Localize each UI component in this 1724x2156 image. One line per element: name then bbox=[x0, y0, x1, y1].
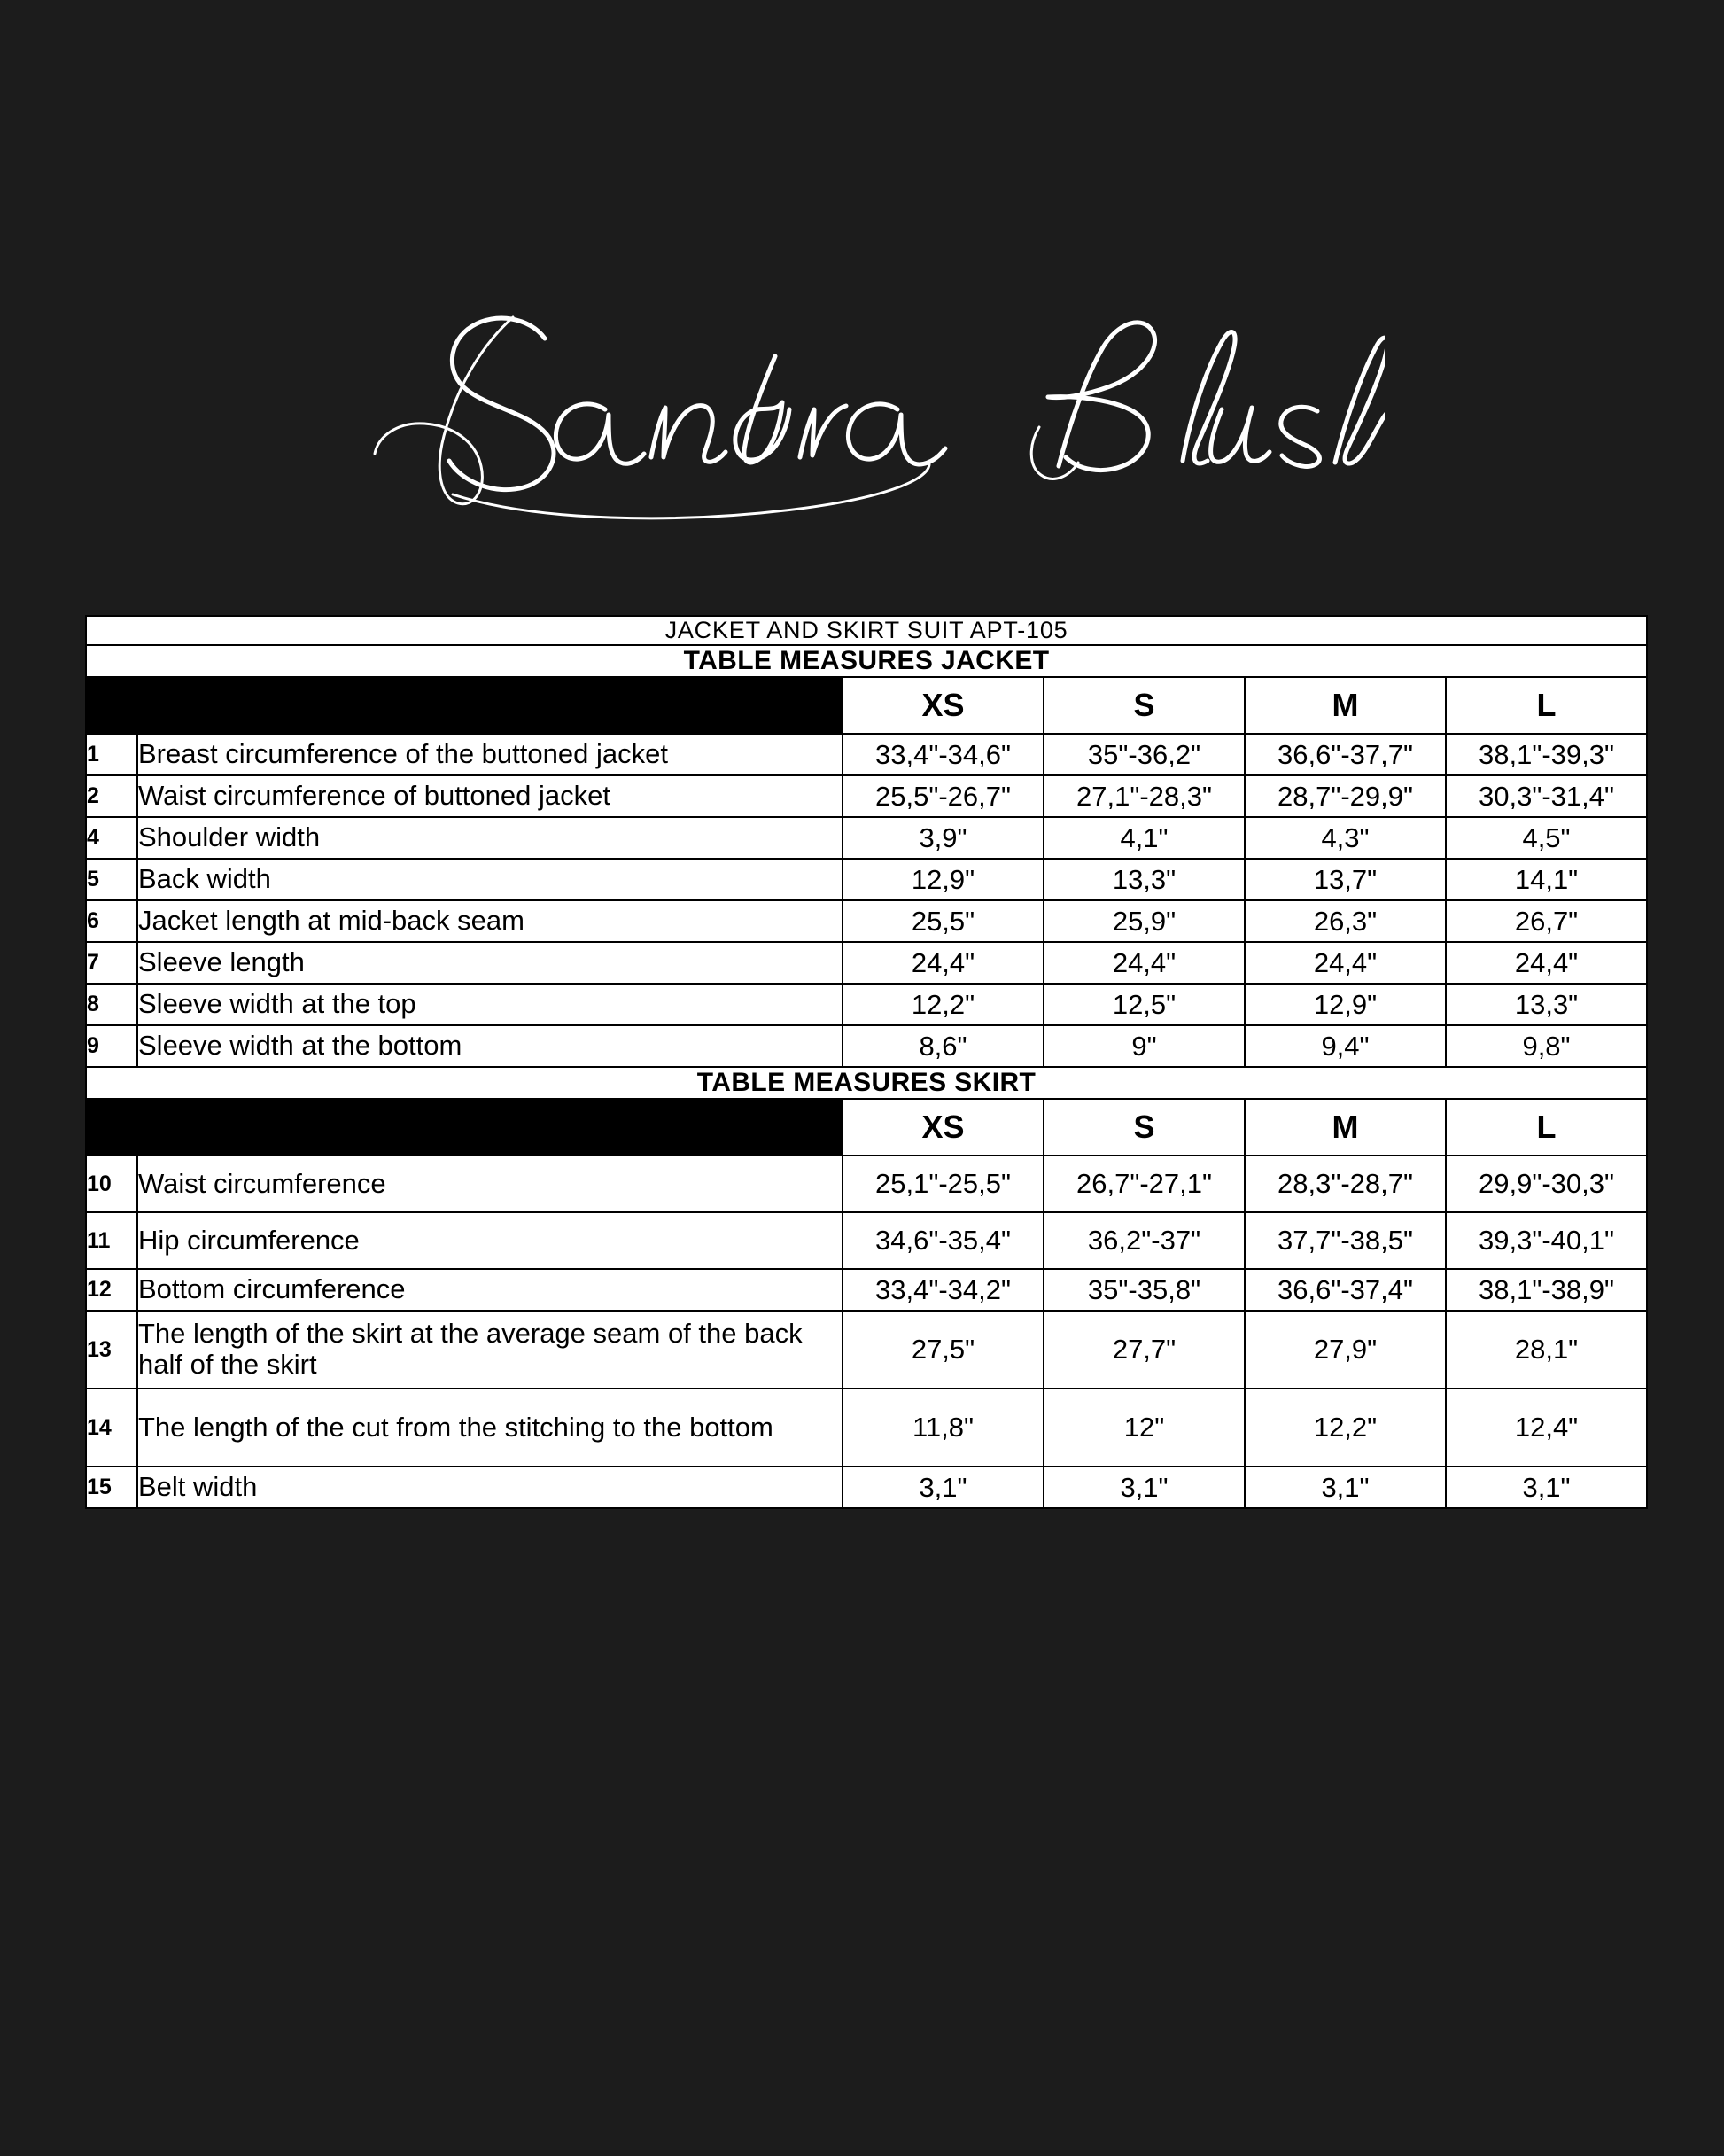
row-value-l: 24,4" bbox=[1446, 942, 1647, 984]
row-value-m: 28,3"-28,7" bbox=[1245, 1156, 1446, 1212]
row-number: 10 bbox=[86, 1156, 137, 1212]
row-value-m: 3,1" bbox=[1245, 1467, 1446, 1508]
row-value-m: 4,3" bbox=[1245, 817, 1446, 859]
row-value-xs: 24,4" bbox=[843, 942, 1044, 984]
row-description: Waist circumference of buttoned jacket bbox=[137, 775, 843, 817]
row-number: 4 bbox=[86, 817, 137, 859]
size-col-l: L bbox=[1446, 1099, 1647, 1156]
section-heading-label: TABLE MEASURES SKIRT bbox=[86, 1067, 1647, 1099]
row-description: Back width bbox=[137, 859, 843, 900]
header-spacer-num bbox=[86, 677, 137, 734]
size-col-xs: XS bbox=[843, 677, 1044, 734]
table-row bbox=[86, 1389, 1647, 1467]
row-value-m: 12,2" bbox=[1245, 1389, 1446, 1467]
row-number: 7 bbox=[86, 942, 137, 984]
row-value-m: 24,4" bbox=[1245, 942, 1446, 984]
size-header-jacket bbox=[86, 677, 1647, 734]
row-description: Breast circumference of the buttoned jacket bbox=[137, 734, 843, 775]
row-value-xs: 12,9" bbox=[843, 859, 1044, 900]
size-col-l: L bbox=[1446, 677, 1647, 734]
row-description: Sleeve width at the bottom bbox=[137, 1025, 843, 1067]
row-value-s: 9" bbox=[1044, 1025, 1245, 1067]
row-value-m: 36,6"-37,7" bbox=[1245, 734, 1446, 775]
row-value-s: 12,5" bbox=[1044, 984, 1245, 1025]
row-value-l: 38,1"-39,3" bbox=[1446, 734, 1647, 775]
table-row bbox=[86, 1269, 1647, 1311]
row-description: Waist circumference bbox=[137, 1156, 843, 1212]
row-value-m: 27,9" bbox=[1245, 1311, 1446, 1389]
row-value-s: 12" bbox=[1044, 1389, 1245, 1467]
table-row bbox=[86, 817, 1647, 859]
row-value-xs: 34,6"-35,4" bbox=[843, 1212, 1044, 1269]
size-col-m: M bbox=[1245, 677, 1446, 734]
row-description: Bottom circumference bbox=[137, 1269, 843, 1311]
table-row bbox=[86, 775, 1647, 817]
row-value-s: 26,7"-27,1" bbox=[1044, 1156, 1245, 1212]
row-description: Jacket length at mid-back seam bbox=[137, 900, 843, 942]
row-value-xs: 33,4"-34,6" bbox=[843, 734, 1044, 775]
row-value-s: 36,2"-37" bbox=[1044, 1212, 1245, 1269]
row-value-xs: 11,8" bbox=[843, 1389, 1044, 1467]
row-value-l: 30,3"-31,4" bbox=[1446, 775, 1647, 817]
row-number: 2 bbox=[86, 775, 137, 817]
row-value-s: 3,1" bbox=[1044, 1467, 1245, 1508]
row-value-s: 27,1"-28,3" bbox=[1044, 775, 1245, 817]
row-description: The length of the cut from the stitching to the bottom bbox=[137, 1389, 843, 1467]
row-number: 13 bbox=[86, 1311, 137, 1389]
row-value-l: 13,3" bbox=[1446, 984, 1647, 1025]
row-value-xs: 3,1" bbox=[843, 1467, 1044, 1508]
signature-icon bbox=[339, 292, 1385, 523]
size-col-m: M bbox=[1245, 1099, 1446, 1156]
row-value-m: 12,9" bbox=[1245, 984, 1446, 1025]
table-row bbox=[86, 1212, 1647, 1269]
row-value-m: 37,7"-38,5" bbox=[1245, 1212, 1446, 1269]
row-description: Sleeve width at the top bbox=[137, 984, 843, 1025]
table-row bbox=[86, 942, 1647, 984]
row-value-s: 35"-35,8" bbox=[1044, 1269, 1245, 1311]
row-value-xs: 8,6" bbox=[843, 1025, 1044, 1067]
section-heading-jacket bbox=[86, 645, 1647, 677]
brand-logo bbox=[0, 292, 1724, 527]
row-value-xs: 25,5" bbox=[843, 900, 1044, 942]
row-number: 5 bbox=[86, 859, 137, 900]
row-number: 11 bbox=[86, 1212, 137, 1269]
page-title: JACKET AND SKIRT SUIT APT-105 bbox=[86, 616, 1647, 645]
size-chart bbox=[85, 615, 1646, 1509]
row-description: Hip circumference bbox=[137, 1212, 843, 1269]
row-value-l: 28,1" bbox=[1446, 1311, 1647, 1389]
row-number: 1 bbox=[86, 734, 137, 775]
row-number: 6 bbox=[86, 900, 137, 942]
size-col-xs: XS bbox=[843, 1099, 1044, 1156]
row-value-xs: 12,2" bbox=[843, 984, 1044, 1025]
size-col-s: S bbox=[1044, 677, 1245, 734]
table-row bbox=[86, 984, 1647, 1025]
header-spacer-desc bbox=[137, 677, 843, 734]
header-spacer-num bbox=[86, 1099, 137, 1156]
row-number: 14 bbox=[86, 1389, 137, 1467]
table-row bbox=[86, 1311, 1647, 1389]
table-row bbox=[86, 734, 1647, 775]
row-value-l: 29,9"-30,3" bbox=[1446, 1156, 1647, 1212]
section-heading-skirt bbox=[86, 1067, 1647, 1099]
row-value-xs: 25,1"-25,5" bbox=[843, 1156, 1044, 1212]
row-value-l: 39,3"-40,1" bbox=[1446, 1212, 1647, 1269]
row-value-m: 28,7"-29,9" bbox=[1245, 775, 1446, 817]
table-row bbox=[86, 1156, 1647, 1212]
row-value-l: 3,1" bbox=[1446, 1467, 1647, 1508]
document-title-row bbox=[86, 616, 1647, 645]
table-row bbox=[86, 1467, 1647, 1508]
table-row bbox=[86, 1025, 1647, 1067]
row-value-xs: 25,5"-26,7" bbox=[843, 775, 1044, 817]
row-value-l: 14,1" bbox=[1446, 859, 1647, 900]
row-value-xs: 33,4"-34,2" bbox=[843, 1269, 1044, 1311]
row-number: 9 bbox=[86, 1025, 137, 1067]
table-row bbox=[86, 859, 1647, 900]
row-description: Belt width bbox=[137, 1467, 843, 1508]
row-value-s: 25,9" bbox=[1044, 900, 1245, 942]
row-value-m: 26,3" bbox=[1245, 900, 1446, 942]
row-value-xs: 27,5" bbox=[843, 1311, 1044, 1389]
row-value-m: 36,6"-37,4" bbox=[1245, 1269, 1446, 1311]
row-description: Sleeve length bbox=[137, 942, 843, 984]
row-number: 15 bbox=[86, 1467, 137, 1508]
row-value-l: 12,4" bbox=[1446, 1389, 1647, 1467]
row-value-s: 4,1" bbox=[1044, 817, 1245, 859]
row-value-s: 27,7" bbox=[1044, 1311, 1245, 1389]
row-value-l: 26,7" bbox=[1446, 900, 1647, 942]
size-header-skirt bbox=[86, 1099, 1647, 1156]
row-description: Shoulder width bbox=[137, 817, 843, 859]
row-value-l: 4,5" bbox=[1446, 817, 1647, 859]
row-value-s: 24,4" bbox=[1044, 942, 1245, 984]
table-row bbox=[86, 900, 1647, 942]
row-number: 8 bbox=[86, 984, 137, 1025]
row-value-m: 9,4" bbox=[1245, 1025, 1446, 1067]
measurements-table bbox=[85, 615, 1648, 1509]
row-value-l: 38,1"-38,9" bbox=[1446, 1269, 1647, 1311]
row-value-xs: 3,9" bbox=[843, 817, 1044, 859]
row-number: 12 bbox=[86, 1269, 137, 1311]
row-value-s: 13,3" bbox=[1044, 859, 1245, 900]
row-value-l: 9,8" bbox=[1446, 1025, 1647, 1067]
row-value-m: 13,7" bbox=[1245, 859, 1446, 900]
header-spacer-desc bbox=[137, 1099, 843, 1156]
size-col-s: S bbox=[1044, 1099, 1245, 1156]
row-description: The length of the skirt at the average seam of the back half of the skirt bbox=[137, 1311, 843, 1389]
row-value-s: 35"-36,2" bbox=[1044, 734, 1245, 775]
section-heading-label: TABLE MEASURES JACKET bbox=[86, 645, 1647, 677]
